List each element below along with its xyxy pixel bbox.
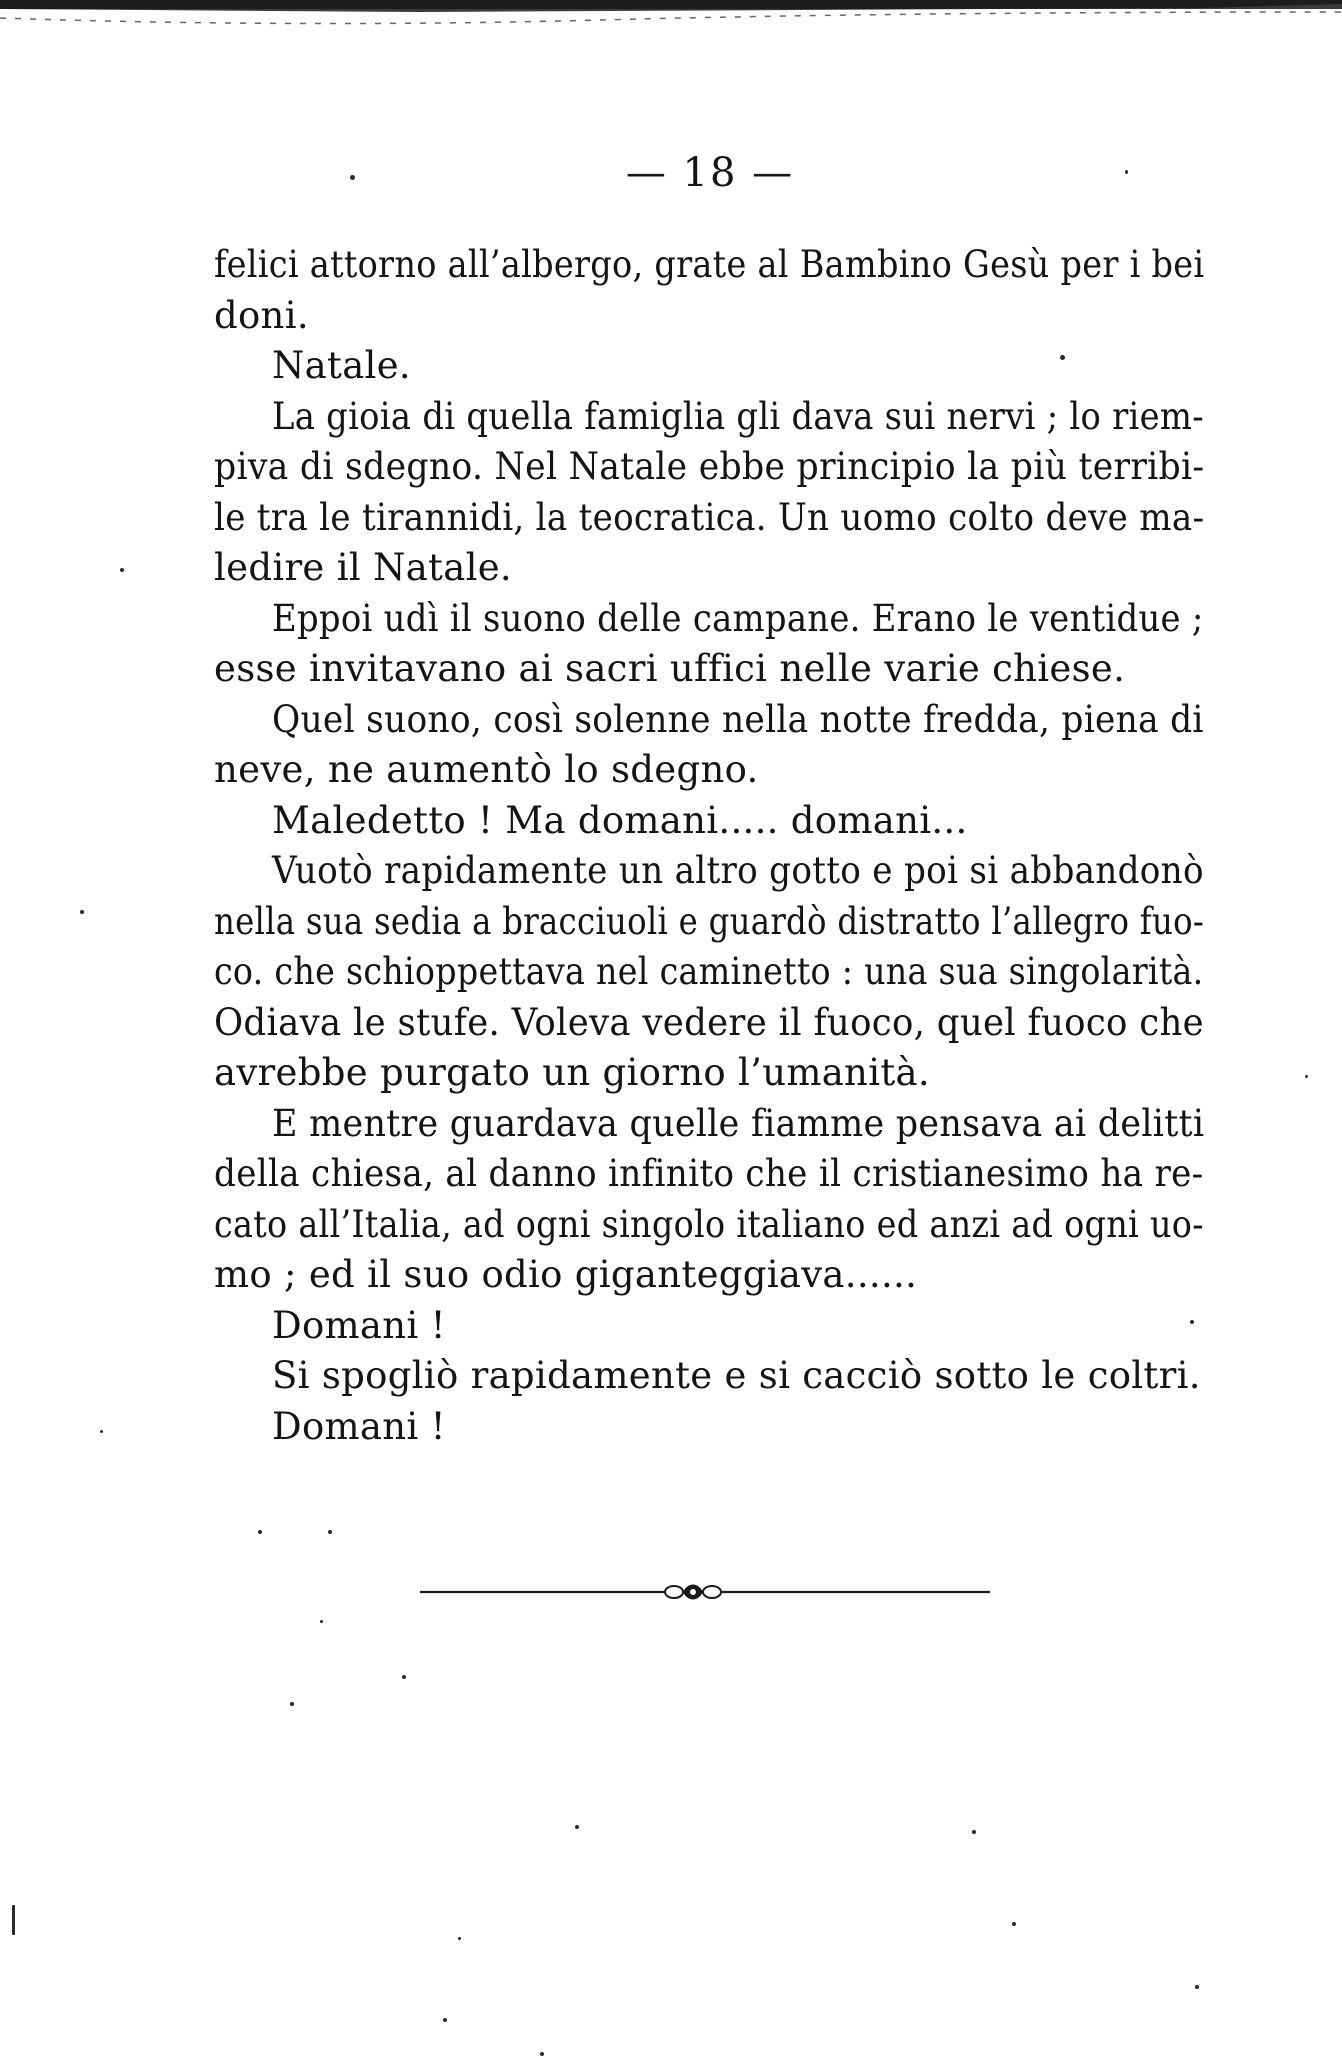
text-line: Si spogliò rapidamente e si cacciò sotto le coltri. xyxy=(272,1354,1201,1397)
text-line: mo ; ed il suo odio giganteggiava...... xyxy=(214,1253,918,1296)
scan-speck xyxy=(100,1430,103,1433)
text-line: Natale. xyxy=(272,344,411,387)
scan-speck xyxy=(1060,355,1065,360)
text-line: co. che schioppettava nel caminetto : una sua singolarità. xyxy=(214,950,1204,993)
scan-speck xyxy=(402,1675,406,1679)
scan-speck xyxy=(1305,1075,1308,1078)
text-line: nella sua sedia a bracciuoli e guardò distratto l’allegro fuo- xyxy=(214,900,1205,943)
text-line: E mentre guardava quelle fiamme pensava ai delitti xyxy=(272,1102,1205,1145)
scan-speck xyxy=(1125,170,1128,174)
text-line: Vuotò rapidamente un altro gotto e poi si abbandonò xyxy=(272,849,1204,892)
scan-speck xyxy=(258,1530,262,1534)
text-line: Maledetto ! Ma domani..... domani... xyxy=(272,799,968,842)
scan-speck xyxy=(320,1620,323,1623)
text-line: Quel suono, così solenne nella notte fredda, piena di xyxy=(272,698,1204,741)
top-edge-rule xyxy=(0,0,1342,30)
scan-speck xyxy=(540,2052,544,2056)
text-line: le tra le tirannidi, la teocratica. Un uomo colto deve ma- xyxy=(214,496,1205,539)
text-line: Domani ! xyxy=(272,1405,446,1448)
scan-speck xyxy=(1012,1922,1016,1926)
text-line: doni. xyxy=(214,294,309,337)
scan-speck xyxy=(80,910,84,914)
text-line: piva di sdegno. Nel Natale ebbe principio la più terribi- xyxy=(214,445,1205,488)
scan-speck xyxy=(350,175,355,180)
scan-speck xyxy=(1190,1320,1194,1324)
text-line: Eppoi udì il suono delle campane. Erano le ventidue ; xyxy=(272,597,1204,640)
fleuron-divider-icon xyxy=(420,1580,990,1604)
scan-speck xyxy=(12,1905,15,1935)
text-line: Odiava le stufe. Voleva vedere il fuoco, quel fuoco che xyxy=(214,1001,1204,1044)
scan-speck xyxy=(972,1830,976,1834)
scan-speck xyxy=(443,2018,447,2022)
text-line: La gioia di quella famiglia gli dava sui nervi ; lo riem- xyxy=(272,395,1204,438)
scan-speck xyxy=(120,568,124,572)
text-line: neve, ne aumentò lo sdegno. xyxy=(214,748,759,791)
text-line: esse invitavano ai sacri uffici nelle varie chiese. xyxy=(214,647,1126,690)
page-number: — 18 — xyxy=(625,150,795,196)
scan-speck xyxy=(458,1937,461,1940)
text-line: Domani ! xyxy=(272,1304,446,1347)
text-line: cato all’Italia, ad ogni singolo italiano ed anzi ad ogni uo- xyxy=(214,1203,1204,1246)
scan-speck xyxy=(1195,1985,1199,1989)
text-line: avrebbe purgato un giorno l’umanità. xyxy=(214,1051,930,1094)
scan-speck xyxy=(328,1530,332,1534)
text-line: ledire il Natale. xyxy=(214,546,512,589)
scan-speck xyxy=(290,1702,294,1706)
text-line: felici attorno all’albergo, grate al Bambino Gesù per i bei xyxy=(214,243,1205,286)
scan-speck xyxy=(575,1825,579,1829)
text-line: della chiesa, al danno infinito che il cristianesimo ha re- xyxy=(214,1152,1204,1195)
